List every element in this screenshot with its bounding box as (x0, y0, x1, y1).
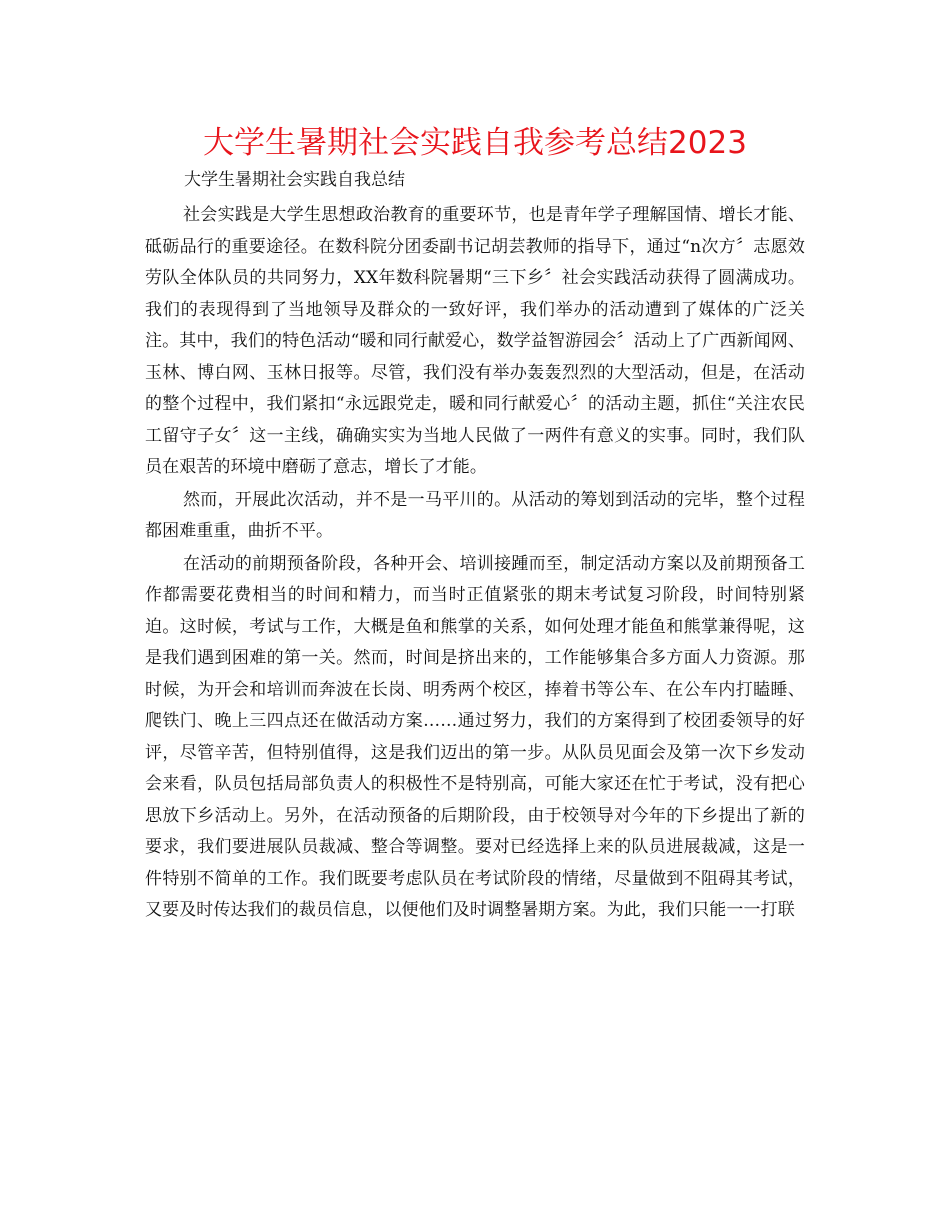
document-body (145, 200, 805, 928)
document-title: 大学生暑期社会实践自我参考总结2023 (203, 125, 747, 161)
paragraph-1: 社会实践是大学生思想政治教育的重要环节，也是青年学子理解国情、增长才能、砥砺品行的重要途径。在数科院分团委副书记胡芸教师的指导下，通过“n次方〞志愿效劳队全体队员的共同努力，XX年数科院暑期“三下乡〞社会实践活动获得了圆满成功。我们的表现得到了当地领导及群众的一致好评，我们举办的活动遭到了媒体的广泛关注。其中，我们的特色活动“暖和同行献爱心，数学益智游园会〞活动上了广西新闻网、玉林、博白网、玉林日报等。尽管，我们没有举办轰轰烈烈的大型活动，但是，在活动的整个过程中，我们紧扣“永远跟党走，暖和同行献爱心〞的活动主题，抓住“关注农民工留守子女〞这一主线，确确实实为当地人民做了一两件有意义的实事。同时，我们队员在艰苦的环境中磨砺了意志，增长了才能。 (145, 205, 805, 477)
paragraph-2: 然而，开展此次活动，并不是一马平川的。从活动的筹划到活动的完毕，整个过程都困难重重，曲折不平。 (145, 489, 805, 541)
paragraph-3: 在活动的前期预备阶段，各种开会、培训接踵而至，制定活动方案以及前期预备工作都需要花费相当的时间和精力，而当时正值紧张的期末考试复习阶段，时间特别紧迫。这时候，考试与工作，大概是鱼和熊掌的关系，如何处理才能鱼和熊掌兼得呢，这是我们遇到困难的第一关。然而，时间是挤出来的，工作能够集合多方面人力资源。那时候，为开会和培训而奔波在长岗、明秀两个校区，捧着书等公车、在公车内打瞌睡、爬铁门、晚上三四点还在做活动方案……通过努力，我们的方案得到了校团委领导的好评，尽管辛苦，但特别值得，这是我们迈出的第一步。从队员见面会及第一次下乡发动会来看，队员包括局部负责人的积极性不是特别高，可能大家还在忙于考试，没有把心思放下乡活动上。另外，在活动预备的后期阶段，由于校领导对今年的下乡提出了新的要求，我们要进展队员裁减、整合等调整。要对已经选择上来的队员进展裁减，这是一件特别不简单的工作。我们既要考虑队员在考试阶段的情绪，尽量做到不阻碍其考试，又要及时传达我们的裁员信息，以便他们及时调整暑期方案。为此，我们只能一一打联 (145, 553, 805, 920)
document-subtitle: 大学生暑期社会实践自我总结 (184, 170, 405, 190)
